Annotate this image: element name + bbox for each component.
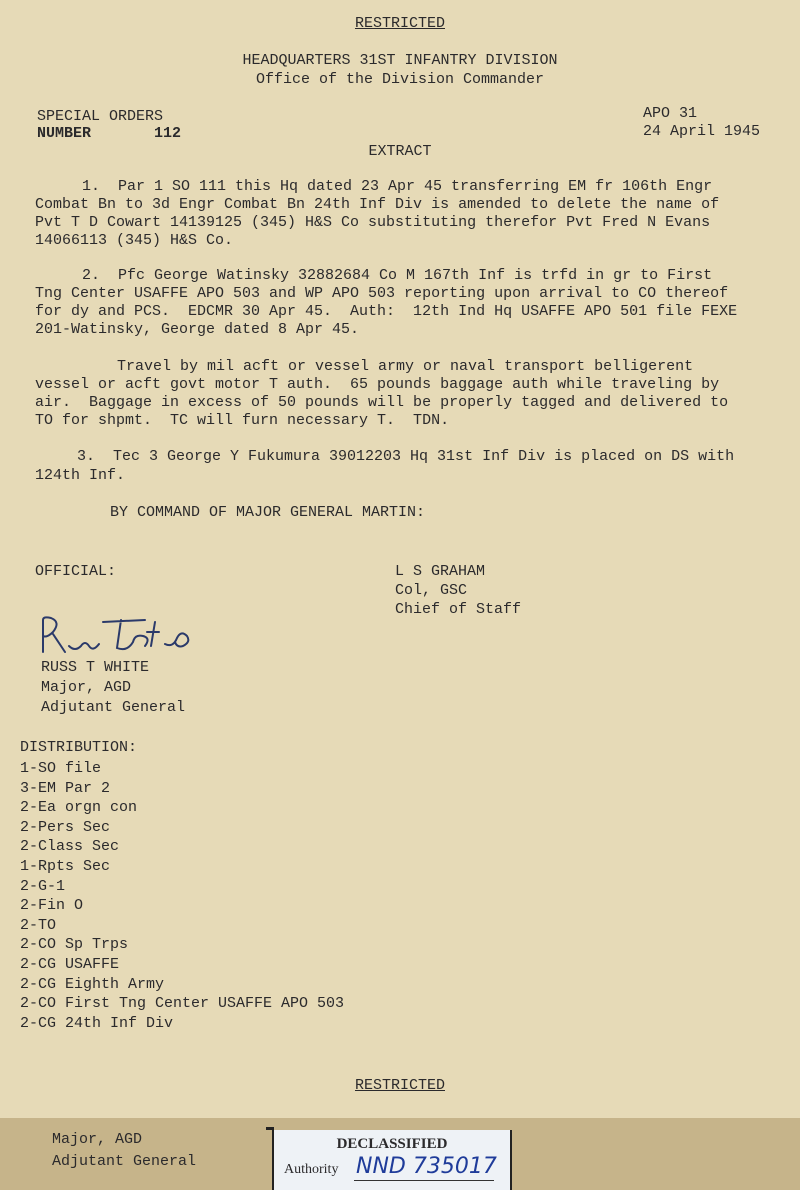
travel-line: Travel by mil acft or vessel army or naval transport belligerent	[117, 358, 694, 375]
handwritten-signature	[35, 612, 205, 662]
distribution-item: 2-Class Sec	[20, 838, 120, 855]
distribution-item: 1-Rpts Sec	[20, 858, 111, 875]
authority-value: NND 735017	[356, 1154, 497, 1179]
distribution-item: 2-CG USAFFE	[20, 956, 120, 973]
para1-line: 14066113 (345) H&S Co.	[35, 232, 234, 249]
travel-line: air. Baggage in excess of 50 pounds will be properly tagged and delivered to	[35, 394, 729, 411]
underlying-rank: Major, AGD	[52, 1131, 143, 1148]
distribution-item: 2-CO Sp Trps	[20, 936, 129, 953]
distribution-item: 2-G-1	[20, 878, 66, 895]
underlying-title: Adjutant General	[52, 1153, 197, 1170]
distribution-item: 2-CG 24th Inf Div	[20, 1015, 174, 1032]
distribution-item: 2-Pers Sec	[20, 819, 111, 836]
distribution-item: 1-SO file	[20, 760, 102, 777]
para3-line: 3. Tec 3 George Y Fukumura 39012203 Hq 31st Inf Div is placed on DS with	[77, 448, 735, 465]
authority-label: Authority	[284, 1162, 339, 1177]
chief-name: L S GRAHAM	[395, 563, 486, 580]
headquarters-line: HEADQUARTERS 31ST INFANTRY DIVISION	[242, 52, 558, 69]
chief-title: Chief of Staff	[395, 601, 522, 618]
para3-line: 124th Inf.	[35, 467, 126, 484]
distribution-item: 3-EM Par 2	[20, 780, 111, 797]
order-number: NUMBER 112	[37, 125, 182, 142]
para2-line: 201-Watinsky, George dated 8 Apr 45.	[35, 321, 360, 338]
classification-bottom: RESTRICTED	[354, 1077, 445, 1094]
apo-line: APO 31	[643, 105, 698, 122]
official-name: RUSS T WHITE	[41, 659, 150, 676]
official-rank: Major, AGD	[41, 679, 132, 696]
para1-line: Combat Bn to 3d Engr Combat Bn 24th Inf Div is amended to delete the name of	[35, 196, 720, 213]
para2-line: Tng Center USAFFE APO 503 and WP APO 503 reporting upon arrival to CO thereof	[35, 285, 729, 302]
classification-top: RESTRICTED	[354, 15, 445, 32]
official-label: OFFICIAL:	[35, 563, 117, 580]
extract-heading: EXTRACT	[368, 143, 432, 160]
para1-line: 1. Par 1 SO 111 this Hq dated 23 Apr 45 transferring EM fr 106th Engr	[82, 178, 713, 195]
declassified-stamp	[272, 1130, 512, 1190]
travel-line: vessel or acft govt motor T auth. 65 pounds baggage auth while traveling by	[35, 376, 720, 393]
distribution-item: 2-Ea orgn con	[20, 799, 138, 816]
distribution-item: 2-Fin O	[20, 897, 84, 914]
office-line: Office of the Division Commander	[255, 71, 545, 88]
travel-line: TO for shpmt. TC will furn necessary T. TDN.	[35, 412, 450, 429]
para2-line: for dy and PCS. EDCMR 30 Apr 45. Auth: 12th Ind Hq USAFFE APO 501 file FEXE	[35, 303, 738, 320]
distribution-label: DISTRIBUTION:	[20, 739, 138, 756]
chief-rank: Col, GSC	[395, 582, 468, 599]
para2-line: 2. Pfc George Watinsky 32882684 Co M 167th Inf is trfd in gr to First	[82, 267, 713, 284]
command-line: BY COMMAND OF MAJOR GENERAL MARTIN:	[110, 504, 426, 521]
distribution-item: 2-CG Eighth Army	[20, 976, 165, 993]
special-orders-label: SPECIAL ORDERS	[37, 108, 164, 125]
official-title: Adjutant General	[41, 699, 186, 716]
distribution-item: 2-TO	[20, 917, 57, 934]
order-date: 24 April 1945	[643, 123, 761, 140]
distribution-item: 2-CO First Tng Center USAFFE APO 503	[20, 995, 345, 1012]
para1-line: Pvt T D Cowart 14139125 (345) H&S Co substituting therefor Pvt Fred N Evans	[35, 214, 711, 231]
declassified-title: DECLASSIFIED	[336, 1136, 448, 1152]
